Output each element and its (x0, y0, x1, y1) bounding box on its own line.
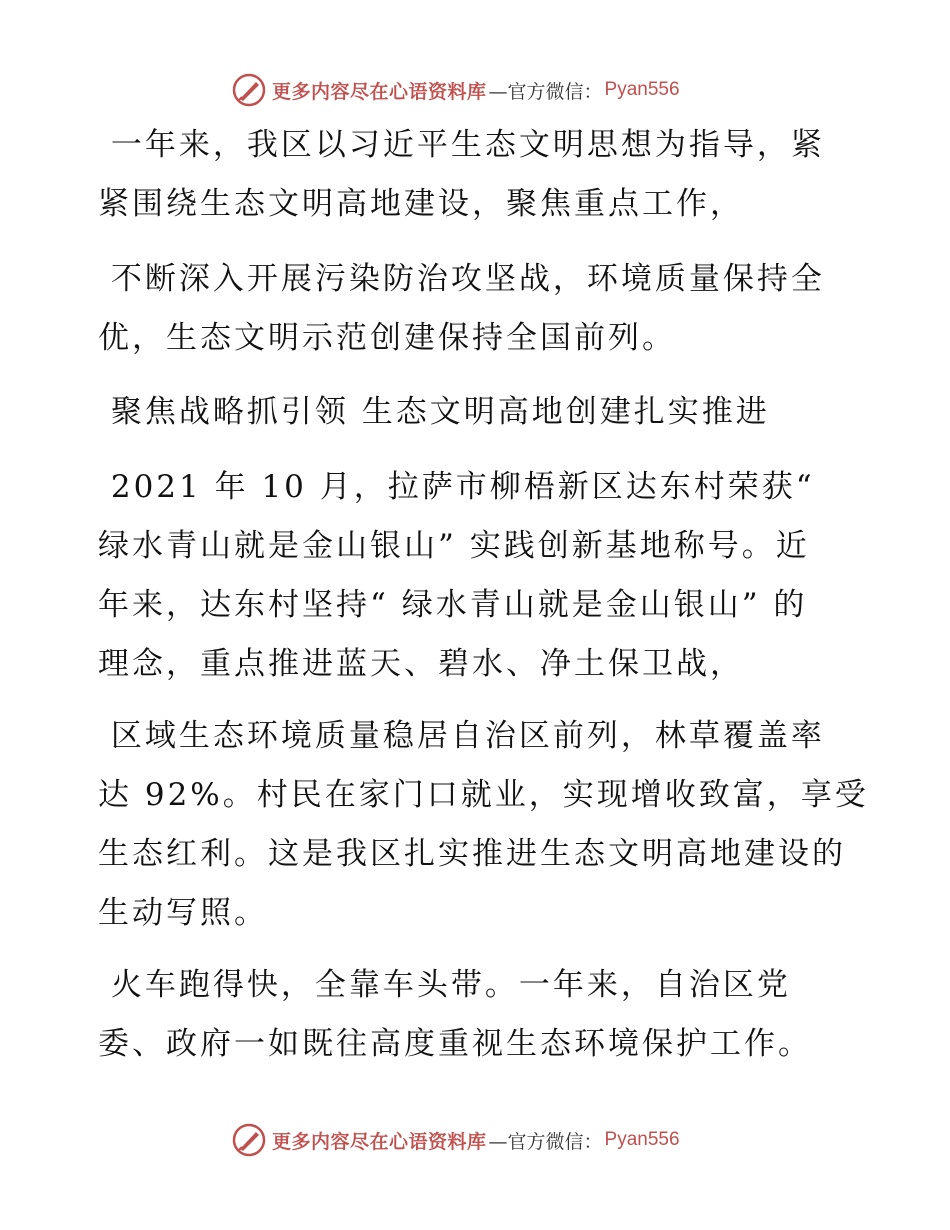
quill-in-circle-icon (232, 73, 266, 107)
text-line: 生态红利。这是我区扎实推进生态文明高地建设的 (98, 836, 846, 872)
text-line: 聚焦战略抓引领 生态文明高地创建扎实推进 (98, 394, 770, 430)
footer-watermark (232, 1122, 752, 1158)
text-line: 2021 年 10 月，拉萨市柳梧新区达东村荣获“ (98, 469, 815, 505)
watermark-wechat-id: Pyan556 (604, 79, 680, 100)
text-line: 优，生态文明示范创建保持全国前列。 (98, 320, 676, 356)
watermark-separator: —官方微信： (488, 1130, 603, 1153)
text-line: 不断深入开展污染防治攻坚战，环境质量保持全 (98, 261, 825, 297)
section-heading (98, 383, 858, 442)
paragraph-1 (98, 116, 858, 234)
text-line: 区域生态环境质量稳居自治区前列，林草覆盖率 (98, 718, 825, 754)
text-line: 火车跑得快，全靠车头带。一年来，自治区党 (98, 967, 791, 1003)
text-line: 绿水青山就是金山银山” 实践创新基地称号。近 (98, 528, 810, 564)
paragraph-5 (98, 956, 858, 1074)
quill-in-circle-icon (232, 1123, 266, 1157)
paragraph-3 (98, 458, 858, 694)
paragraph-4 (98, 707, 869, 943)
text-line: 委、政府一如既往高度重视生态环境保护工作。 (98, 1026, 812, 1062)
text-line: 生动写照。 (98, 895, 268, 931)
header-watermark (232, 72, 752, 108)
paragraph-2 (98, 250, 858, 368)
watermark-wechat-id: Pyan556 (604, 1129, 680, 1150)
text-line: 一年来，我区以习近平生态文明思想为指导，紧 (98, 127, 825, 163)
text-line: 紧围绕生态文明高地建设，聚焦重点工作， (98, 186, 744, 222)
watermark-brand: 更多内容尽在心语资料库 (272, 1130, 487, 1153)
text-line: 理念，重点推进蓝天、碧水、净土保卫战， (98, 646, 744, 682)
text-line: 年来，达东村坚持“ 绿水青山就是金山银山” 的 (98, 587, 808, 623)
watermark-brand: 更多内容尽在心语资料库 (272, 80, 487, 103)
text-line: 达 92%。村民在家门口就业，实现增收致富，享受 (98, 777, 869, 813)
watermark-separator: —官方微信： (488, 80, 603, 103)
